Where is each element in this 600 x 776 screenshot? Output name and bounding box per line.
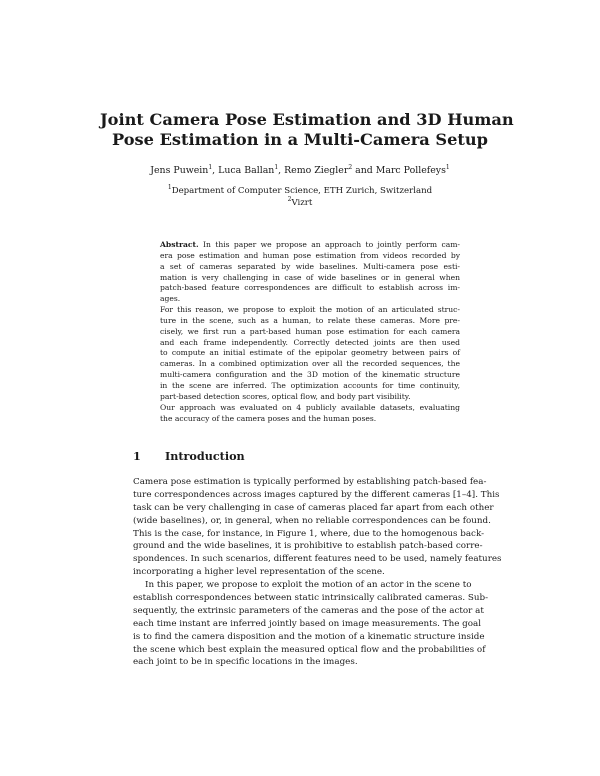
body-line: each time instant are inferred jointly based on image measurements. The goal bbox=[133, 618, 482, 629]
abstract-line: era pose estimation and human pose estimation from videos recorded by bbox=[160, 250, 460, 260]
abstract-label: Abstract. bbox=[160, 240, 199, 249]
author-name: Luca Ballan bbox=[218, 165, 275, 176]
abstract-text: In this paper we propose an approach to jointly perform cam- bbox=[198, 240, 460, 249]
abstract-line: part-based detection scores, optical flow, and body part visibility. bbox=[160, 391, 411, 401]
abstract-line: For this reason, we propose to exploit the motion of an articulated struc- bbox=[160, 305, 460, 315]
body-line: each joint to be in specific locations in the images. bbox=[133, 657, 358, 668]
abstract-line: ture in the scene, such as a human, to relate these cameras. More pre- bbox=[160, 315, 460, 325]
abstract-line: to compute an initial estimate of the epipolar geometry between pairs of bbox=[160, 348, 460, 358]
abstract-line: cameras. In a combined optimization over all the recorded sequences, the bbox=[160, 359, 460, 369]
author-list bbox=[100, 164, 500, 177]
affiliations bbox=[100, 185, 500, 209]
author-affiliation-mark: 1 bbox=[208, 163, 213, 171]
body-line: In this paper, we propose to exploit the motion of an actor in the scene to bbox=[145, 580, 472, 591]
title-line: Joint Camera Pose Estimation and 3D Human bbox=[100, 110, 514, 129]
abstract-line: the accuracy of the camera poses and the human poses. bbox=[160, 413, 377, 423]
body-line: ture correspondences across images captured by the different cameras [1–4]. This bbox=[133, 489, 500, 500]
author-affiliation-mark: 2 bbox=[348, 163, 353, 171]
introduction-body bbox=[133, 476, 502, 669]
author-name: Jens Puwein bbox=[150, 165, 209, 176]
affiliation-text: Department of Computer Science, ETH Zurich, Switzerland bbox=[171, 186, 433, 196]
paper-title bbox=[100, 110, 514, 150]
affiliation-mark: 2 bbox=[287, 196, 292, 204]
abstract-line: a set of cameras separated by wide baselines. Multi-camera pose esti- bbox=[160, 261, 460, 271]
author-affiliation-mark: 1 bbox=[274, 163, 279, 171]
abstract-line: in the scene are inferred. The optimization accounts for time continuity, bbox=[160, 380, 460, 390]
title-line: Pose Estimation in a Multi-Camera Setup bbox=[112, 130, 488, 149]
body-line: is to find the camera disposition and the motion of a kinematic structure inside bbox=[133, 631, 485, 642]
section-title: Introduction bbox=[165, 449, 245, 463]
author-separator: , bbox=[212, 165, 219, 176]
body-line: ground and the wide baselines, it is prohibitive to establish patch-based corre- bbox=[133, 541, 483, 552]
abstract-line bbox=[160, 240, 460, 251]
affiliation bbox=[100, 185, 500, 197]
body-line: establish correspondences between static intrinsically calibrated cameras. Sub- bbox=[133, 593, 489, 604]
author-name: Remo Ziegler bbox=[284, 165, 349, 176]
body-line: incorporating a higher level representation of the scene. bbox=[133, 567, 385, 578]
affiliation bbox=[100, 197, 500, 209]
author-separator: and bbox=[352, 165, 376, 176]
affiliation-text: Vizrt bbox=[291, 198, 313, 208]
abstract-line: ages. bbox=[160, 294, 181, 304]
section-number: 1 bbox=[133, 449, 141, 463]
body-line: Camera pose estimation is typically performed by establishing patch-based fea- bbox=[133, 477, 487, 487]
abstract-line: multi-camera configuration and the 3D motion of the kinematic structure bbox=[160, 370, 460, 380]
body-line: sequently, the extrinsic parameters of the cameras and the pose of the actor at bbox=[133, 605, 484, 616]
abstract-line: cisely, we first run a part-based human pose estimation for each camera bbox=[160, 326, 460, 336]
abstract-line: and each frame independently. Correctly detected joints are then used bbox=[160, 337, 460, 347]
author-affiliation-mark: 1 bbox=[445, 163, 450, 171]
abstract-line: patch-based feature correspondences are difficult to establish across im- bbox=[160, 283, 460, 293]
abstract-line: Our approach was evaluated on 4 publicly available datasets, evaluating bbox=[160, 402, 460, 412]
body-line: task can be very challenging in case of cameras placed far apart from each other bbox=[133, 502, 494, 513]
abstract bbox=[160, 240, 460, 424]
author-separator: , bbox=[278, 165, 285, 176]
affiliation-mark: 1 bbox=[167, 184, 172, 192]
body-line: spondences. In such scenarios, different features need to be used, namely features bbox=[133, 554, 502, 565]
body-line: the scene which best explain the measured optical flow and the probabilities of bbox=[133, 644, 486, 655]
section-heading bbox=[133, 449, 245, 463]
author-name: Marc Pollefeys bbox=[375, 165, 446, 176]
abstract-line: mation is very challenging in case of wide baselines or in general when bbox=[160, 272, 460, 282]
body-line: This is the case, for instance, in Figure 1, where, due to the homogenous back- bbox=[133, 528, 485, 539]
body-line: (wide baselines), or, in general, when no reliable correspondences can be found. bbox=[133, 515, 491, 526]
